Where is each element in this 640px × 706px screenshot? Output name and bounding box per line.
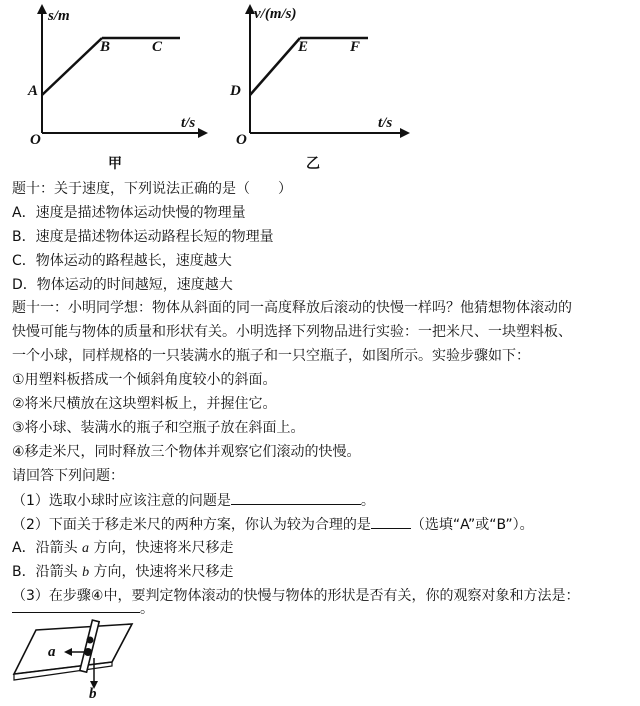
q11-part-3-end: 。: [140, 601, 154, 617]
q10-option-d: D．物体运动的时间越短，速度越大: [12, 277, 233, 293]
q11-option-a: [12, 538, 233, 559]
x-axis-label: t/s: [378, 115, 393, 131]
point-d-label: D: [230, 83, 241, 99]
q11-part-1-end: 。: [360, 493, 375, 509]
q11-intro-line-1: 题十一：小明同学想：物体从斜面的同一高度释放后滚动的快慢一样吗？他猜想物体滚动的: [12, 300, 572, 316]
option-b-prefix: B．沿箭头: [12, 564, 83, 580]
point-b-label: B: [100, 39, 111, 55]
arrow-a-symbol: a: [82, 541, 90, 556]
x-axis-label: t/s: [181, 115, 196, 131]
origin-label: O: [236, 132, 247, 148]
q11-part-1: [12, 490, 375, 511]
q11-step-4: ④移走米尺，同时释放三个物体并观察它们滚动的快慢。: [12, 444, 361, 460]
q11-option-b: [12, 562, 234, 583]
q11-step-3: ③将小球、装满水的瓶子和空瓶子放在斜面上。: [12, 420, 305, 436]
arrow-b-symbol: b: [82, 565, 90, 580]
point-c-label: C: [152, 39, 163, 55]
q11-step-2: ②将米尺横放在这块塑料板上，并握住它。: [12, 396, 277, 412]
q10-stem: 题十：关于速度，下列说法正确的是（ ）: [12, 181, 292, 197]
option-a-text: 方向，快速将米尺移走: [89, 540, 234, 556]
q11-part-2-text: （2）下面关于移走米尺的两种方案，你认为较为合理的是: [12, 517, 371, 533]
incline-drawing: [8, 614, 138, 702]
q10-option-c: C．物体运动的路程越长，速度越大: [12, 253, 232, 269]
origin-label: O: [30, 132, 41, 148]
answer-blank[interactable]: [231, 490, 361, 505]
q11-part-1-text: （1）选取小球时应该注意的问题是: [12, 493, 231, 509]
q10-option-a: A．速度是描述物体运动快慢的物理量: [12, 205, 246, 221]
graph-caption: 乙: [306, 156, 320, 172]
point-a-label: A: [28, 83, 39, 99]
arrow-a-label: a: [48, 644, 56, 660]
graph-caption: 甲: [108, 156, 122, 172]
q11-intro-line-3: 一个小球，同样规格的一只装满水的瓶子和一只空瓶子，如图所示。实验步骤如下：: [12, 348, 530, 364]
graph-jia: [20, 0, 210, 175]
incline-figure: [8, 614, 138, 706]
y-axis-label: v/(m/s): [254, 6, 297, 22]
point-f-label: F: [350, 39, 361, 55]
q11-prompt: 请回答下列问题：: [12, 468, 124, 484]
option-a-prefix: A．沿箭头: [12, 540, 83, 556]
answer-blank[interactable]: [12, 598, 140, 613]
q10-option-b: B．速度是描述物体运动路程长短的物理量: [12, 229, 274, 245]
y-axis-label: s/m: [48, 8, 70, 24]
q11-part-2-end: （选填“A”或“B”）。: [410, 517, 534, 533]
answer-blank[interactable]: [371, 514, 411, 529]
graph-yi: [228, 0, 418, 175]
q11-part-2: [12, 514, 534, 535]
q11-part-3: （3）在步骤④中，要判定物体滚动的快慢与物体的形状是否有关，你的观察对象和方法是：: [12, 588, 580, 604]
point-e-label: E: [298, 39, 309, 55]
q11-intro-line-2: 快慢可能与物体的质量和形状有关。小明选择下列物品进行实验：一把米尺、一块塑料板、: [12, 324, 572, 340]
option-b-text: 方向，快速将米尺移走: [89, 564, 234, 580]
arrow-b-label: b: [89, 686, 97, 702]
q11-step-1: ①用塑料板搭成一个倾斜角度较小的斜面。: [12, 372, 277, 388]
